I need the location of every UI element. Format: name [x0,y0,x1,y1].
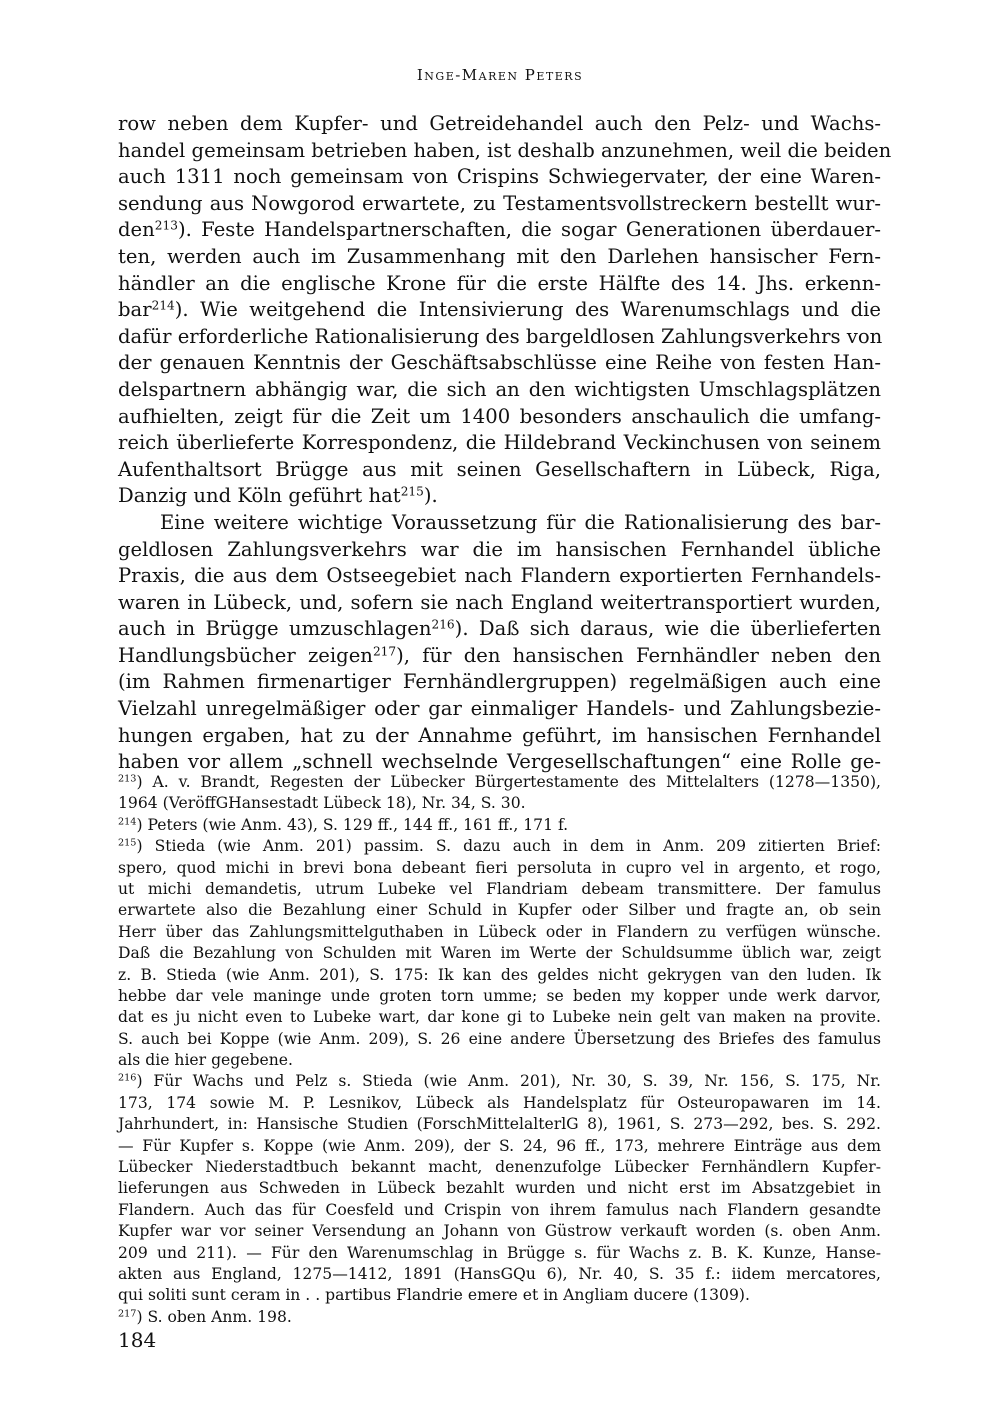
footnote-line: Kupfer war vor seiner Versendung an Johann von Güstrow verkauft worden (s. oben Anm. [118,1222,881,1241]
body-line: der genauen Kenntnis der Geschäftsabschlüsse eine Reihe von festen Han- [118,351,881,375]
footnote-number: 214 [118,816,137,828]
body-line: sendung aus Nowgorod erwartete, zu Testamentsvollstreckern bestellt wur- [118,191,881,215]
footnote-line: — Für Kupfer s. Koppe (wie Anm. 209), der S. 24, 96 ff., 173, mehrere Einträge aus dem [118,1136,881,1155]
body-line: reich überlieferte Korrespondenz, die Hildebrand Veckinchusen von seinem [118,431,881,455]
footnote-ref: 216 [431,617,455,632]
body-line: Aufenthaltsort Brügge aus mit seinen Gesellschaftern in Lübeck, Riga, [118,457,881,481]
footnote-line: 209 und 211). — Für den Warenumschlag in Brügge s. für Wachs z. B. K. Kunze, Hanse- [118,1243,881,1262]
footnote-line: 1964 (VeröffGHansestadt Lübeck 18), Nr. 34, S. 30. [118,794,526,813]
footnote-ref: 217 [372,644,397,659]
footnote-ref: 213 [154,218,178,233]
footnote-number: 217 [118,1308,137,1320]
footnote-line: $^{213}$) A. v. Brandt, Regesten der Lübecker Bürgertestamente des Mittelalters (1278—1350), [118,773,881,791]
body-line: waren in Lübeck, und, sofern sie nach England weitertransportiert wurden, [118,590,881,614]
footnote-number: 216 [118,1073,137,1085]
body-line: (im Rahmen firmenartiger Fernhändlergruppen) regelmäßigen auch eine [118,670,881,694]
page-number: 184 [118,1328,157,1352]
footnote-line: $^{217}$) S. oben Anm. 198. [118,1307,292,1326]
footnote-line: als die hier gegebene. [118,1051,293,1070]
footnote-line: $^{216}$) Für Wachs und Pelz s. Stieda (wie Anm. 201), Nr. 30, S. 39, Nr. 156, S. 175, Nr. [118,1072,881,1091]
body-line: Danzig und Köln geführt hat$^{215}$). [118,484,438,508]
body-line: Eine weitere wichtige Voraussetzung für die Rationalisierung des bar- [160,510,881,534]
footnote-line: akten aus England, 1275—1412, 1891 (HansGQu 6), Nr. 40, S. 35 f.: iidem mercatores, [118,1264,881,1283]
footnote-number: 215 [118,837,137,849]
body-line: den$^{213}$). Feste Handelspartnerschaften, die sogar Generationen überdauer- [118,218,881,242]
body-line: auch in Brügge umzuschlagen$^{216}$). Daß sich daraus, wie die überlieferten [118,617,881,641]
body-line: ten, werden auch im Zusammenhang mit den Darlehen hansischer Fern- [118,244,881,268]
footnote-line: dat es ju nicht even to Lubeke wart, dar kone gi to Lubeke nein gelt van maken na provite. [118,1008,881,1027]
body-line: row neben dem Kupfer- und Getreidehandel auch den Pelz- und Wachs- [118,112,881,135]
footnote-line: ut michi demandetis, utrum Lubeke vel Flandriam debeam transmittere. Der famulus [118,879,881,898]
footnote-line: $^{215}$) Stieda (wie Anm. 201) passim. S. dazu auch in dem in Anm. 209 zitierten Brief: [118,837,881,856]
main-text [118,111,892,776]
body-line: handel gemeinsam betrieben haben, ist deshalb anzunehmen, weil die beiden [118,138,892,162]
footnote-line: z. B. Stieda (wie Anm. 201), S. 175: Ik kan des geldes nicht gekrygen van den luden. Ik [118,965,881,984]
footnote-ref: 215 [400,484,424,499]
footnote-line: spero, quod michi in brevi bona debeant fieri persoluta in cupro vel in argento, et rogo, [118,858,881,877]
footnote-line: S. auch bei Koppe (wie Anm. 209), S. 26 eine andere Übersetzung des Briefes des famulus [118,1029,881,1048]
footnote-line: Lübecker Niederstadtbuch bekannt macht, denenzufolge Lübecker Fernhändlern Kupfer- [118,1158,881,1177]
body-line: auch 1311 noch gemeinsam von Crispins Schwiegervater, der eine Waren- [118,165,881,189]
body-line: haben vor allem „schnell wechselnde Vergesellschaftungen“ eine Rolle ge- [118,750,881,774]
running-head: Inge-Maren Peters [416,66,584,84]
body-line: händler an die englische Krone für die erste Hälfte des 14. Jhs. erkenn- [118,271,881,295]
body-line: bar$^{214}$). Wie weitgehend die Intensivierung des Warenumschlags und die [118,298,881,322]
body-line: Vielzahl unregelmäßiger oder gar einmaliger Handels- und Zahlungsbezie- [118,697,881,721]
body-line: Praxis, die aus dem Ostseegebiet nach Flandern exportierten Fernhandels- [118,564,881,588]
footnote-line: qui soliti sunt ceram in . . partibus Flandrie emere et in Angliam ducere (1309). [118,1286,750,1305]
footnote-ref: 214 [151,298,175,313]
footnote-line: hebbe dar vele maninge unde groten torn umme; se beden my kopper unde werk darvor, [118,986,881,1005]
body-line: delspartnern abhängig war, die sich an den wichtigsten Umschlagsplätzen [118,377,881,401]
footnote-line: erwartete also die Bezahlung einer Schuld in Kupfer oder Silber und fragte an, ob sein [118,901,881,920]
footnote-line: Jahrhundert, in: Hansische Studien (ForschMittelalterlG 8), 1961, S. 273—292, bes. S. 292. [118,1115,881,1134]
footnote-line: Herr über das Zahlungsmittelguthaben in Lübeck oder in Flandern zu verfügen wünsche. [118,922,881,941]
footnote-line: Daß die Bezahlung von Schulden mit Waren im Werte der Schuldsumme üblich war, zeigt [118,944,881,963]
footnote-line: 173, 174 sowie M. P. Lesnikov, Lübeck als Handelsplatz für Osteuropawaren im 14. [118,1093,881,1112]
footnote-number: 213 [118,773,137,785]
footnotes [118,772,881,1328]
footnote-line: $^{214}$) Peters (wie Anm. 43), S. 129 ff., 144 ff., 161 ff., 171 f. [118,815,569,834]
footnote-line: Flandern. Auch das für Coesfeld und Crispin von ihrem famulus nach Flandern gesandte [118,1200,881,1219]
body-line: dafür erforderliche Rationalisierung des bargeldlosen Zahlungsverkehrs von [118,324,883,348]
body-line: aufhielten, zeigt für die Zeit um 1400 besonders anschaulich die umfang- [118,404,881,428]
body-line: hungen ergaben, hat zu der Annahme geführt, im hansischen Fernhandel [118,723,881,747]
body-line: Handlungsbücher zeigen$^{217}$), für den hansischen Fernhändler neben den [118,643,882,667]
body-line: geldlosen Zahlungsverkehrs war die im hansischen Fernhandel übliche [118,537,881,561]
footnote-line: lieferungen aus Schweden in Lübeck bezahlt wurden und nicht erst im Absatzgebiet in [118,1179,881,1198]
